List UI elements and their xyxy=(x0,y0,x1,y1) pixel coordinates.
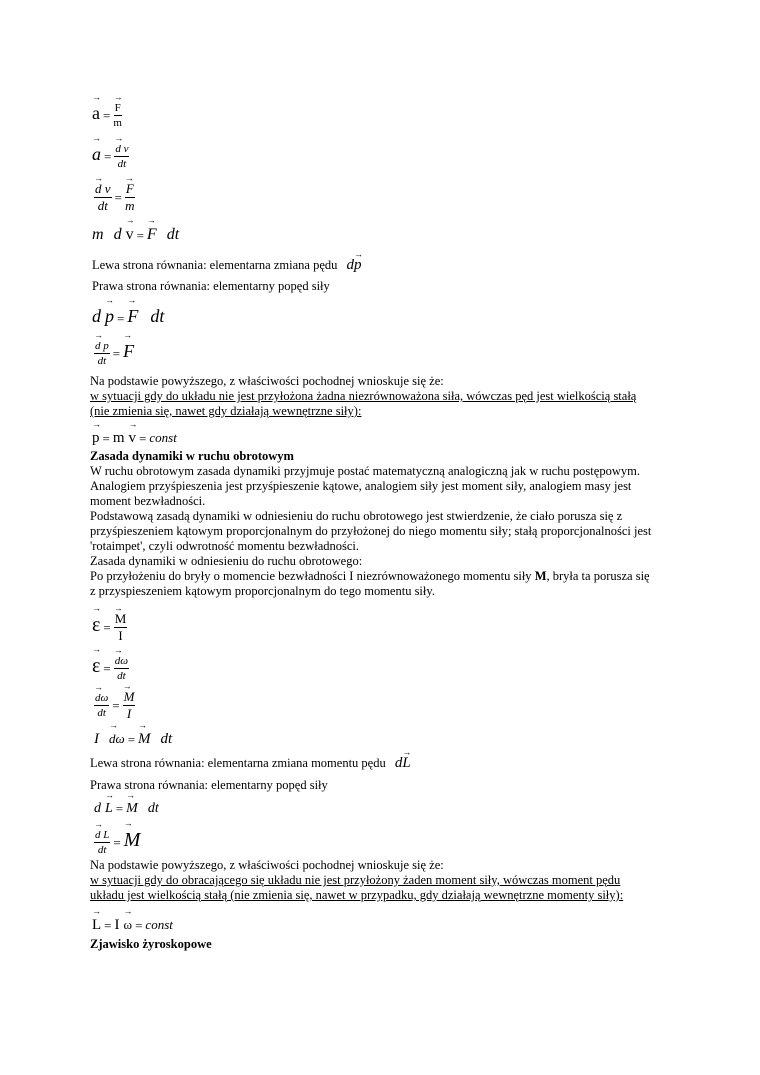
equals-sign: = xyxy=(135,917,143,933)
symbol-F: → F xyxy=(123,342,134,360)
text-left-side-angular-momentum xyxy=(90,756,411,771)
equals-sign: = xyxy=(103,108,111,123)
equals-sign: = xyxy=(103,661,111,676)
text-label: Lewa strona równania: elementarna zmiana momentu pędu xyxy=(90,756,386,770)
equation-i-domega-equals-m-dt xyxy=(94,731,172,747)
equation-dl-equals-m-dt xyxy=(94,800,159,816)
numerator-dv: → d v xyxy=(114,143,129,157)
equals-sign: = xyxy=(112,698,120,713)
text-right-side-impulse: Prawa strona równania: elementarny popęd siły xyxy=(92,279,330,293)
denominator-I: I xyxy=(118,628,123,643)
equals-sign: = xyxy=(113,835,121,850)
equation-dl-dt-equals-m xyxy=(94,829,140,856)
paragraph-line: przyśpieszeniem kątowym proporcjonalnym do przyłożonej do niego momentu siły; stałą proporcjonalności jest xyxy=(90,524,652,538)
text-angular-momentum-conservation: w sytuacji gdy do obracającego się układu nie jest przyłożony żaden moment siły, wówczas moment pędu xyxy=(90,873,621,887)
symbol-d: d xyxy=(92,306,101,326)
symbol-dt: dt xyxy=(160,731,173,747)
symbol-dt: dt xyxy=(147,801,159,816)
text-const: const xyxy=(149,430,177,445)
symbol-L: → L xyxy=(92,918,101,933)
numerator-F: → F xyxy=(114,102,122,116)
text-momentum-conservation: w sytuacji gdy do układu nie jest przyłożona żadna niezrównoważona siła, wówczas pęd jest wielkością stałą xyxy=(90,389,637,403)
symbol-p: → p xyxy=(105,307,114,325)
denominator-dt: dt xyxy=(117,670,126,682)
text-conclusion-intro: Na podstawie powyższego, z właściwości pochodnej wnioskuje się że: xyxy=(90,858,444,872)
numerator-dp: → d p xyxy=(94,340,110,354)
heading-rotational-dynamics: Zasada dynamiki w ruchu obrotowym xyxy=(90,449,294,463)
numerator-domega: → dω xyxy=(94,692,109,706)
denominator-dt: dt xyxy=(117,158,127,170)
symbol-epsilon: → ε xyxy=(92,615,100,635)
paragraph-line: 'rotaimpet', czyli odwrotność momentu bezwładności. xyxy=(90,539,360,553)
equation-domega-dt-equals-m-i xyxy=(94,690,135,721)
text-conclusion-intro: Na podstawie powyższego, z właściwości pochodnej wnioskuje się że: xyxy=(90,374,444,388)
equals-sign: = xyxy=(115,800,124,816)
equation-acceleration-force xyxy=(92,102,122,129)
symbol-p: → p xyxy=(354,258,362,273)
denominator-dt: dt xyxy=(97,707,106,719)
symbol-omega: → ω xyxy=(124,918,133,931)
symbol-F: → F xyxy=(147,227,157,243)
text-label: Lewa strona równania: elementarna zmiana pędu xyxy=(92,258,338,272)
denominator-m: m xyxy=(125,198,135,213)
symbol-epsilon: → ε xyxy=(92,656,100,676)
paragraph-line: moment bezwładności. xyxy=(90,494,206,508)
symbol-a: → a xyxy=(92,145,101,163)
equals-sign: = xyxy=(103,620,111,635)
numerator-dv: → d v xyxy=(94,182,112,198)
heading-gyroscopic-effect: Zjawisko żyroskopowe xyxy=(90,937,212,951)
text-right-side-impulse: Prawa strona równania: elementarny popęd siły xyxy=(90,778,328,792)
symbol-M: → M xyxy=(138,732,151,747)
symbol-F: → F xyxy=(127,307,138,325)
equation-m-dv-equals-f-dt xyxy=(92,227,179,243)
equation-l-equals-i-omega-const xyxy=(92,917,173,933)
denominator-dt: dt xyxy=(97,198,108,213)
text-segment: Po przyłożeniu do bryły o momencie bezwładności I niezrównoważonego momentu siły xyxy=(90,569,535,583)
symbol-d: d xyxy=(94,801,101,816)
text-segment: , bryła ta porusza się xyxy=(546,569,650,583)
symbol-M: → M xyxy=(124,830,141,850)
equation-epsilon-equals-domega-dt xyxy=(92,655,129,682)
equals-sign: = xyxy=(114,190,122,205)
text-const: const xyxy=(145,917,173,932)
equation-dp-equals-f-dt xyxy=(92,307,164,326)
text-left-side-momentum xyxy=(92,258,362,273)
paragraph-line: W ruchu obrotowym zasada dynamiki przyjmuje postać matematyczną analogiczną jak w ruchu postępowym. xyxy=(90,464,640,478)
symbol-M: → M xyxy=(126,802,138,816)
symbol-d: d xyxy=(113,226,122,243)
symbol-v: → v xyxy=(129,431,137,446)
symbol-m: m xyxy=(112,430,125,446)
equals-sign: = xyxy=(104,149,112,164)
equation-p-equals-mv-const xyxy=(92,430,177,446)
numerator-M: → M xyxy=(123,690,136,706)
symbol-I: I xyxy=(94,731,99,747)
equals-sign: = xyxy=(102,430,110,446)
numerator-domega: → dω xyxy=(114,655,129,669)
text-momentum-conservation-cont: (nie zmienia się, nawet gdy działają wewnętrzne siły): xyxy=(90,404,362,418)
symbol-a: → a xyxy=(92,104,100,122)
equation-dv-dt-equals-f-m xyxy=(94,182,135,213)
denominator-m: m xyxy=(113,117,122,129)
paragraph-line xyxy=(90,569,650,584)
equation-epsilon-equals-m-i xyxy=(92,612,127,643)
symbol-p: → p xyxy=(92,431,100,446)
equals-sign: = xyxy=(136,227,144,243)
symbol-I: I xyxy=(114,917,120,933)
equals-sign: = xyxy=(104,917,112,933)
symbol-domega: → dω xyxy=(109,732,125,745)
symbol-d: d xyxy=(394,755,403,771)
paragraph-line: Analogiem przyśpieszenia jest przyśpieszenie kątowe, analogiem siły jest moment siły, analogiem masy jest xyxy=(90,479,632,493)
symbol-dt: dt xyxy=(150,306,165,326)
symbol-L: → L xyxy=(402,756,410,771)
numerator-F: → F xyxy=(125,182,135,198)
equals-sign: = xyxy=(139,430,147,446)
equation-dp-dt-equals-f xyxy=(94,340,134,367)
paragraph-line: Zasada dynamiki w odniesieniu do ruchu obrotowego: xyxy=(90,554,363,568)
denominator-dt: dt xyxy=(97,844,107,856)
symbol-dt: dt xyxy=(166,226,180,243)
denominator-dt: dt xyxy=(97,355,107,367)
equals-sign: = xyxy=(117,310,125,326)
symbol-d: d xyxy=(346,257,354,273)
equals-sign: = xyxy=(127,731,136,747)
equals-sign: = xyxy=(112,346,121,361)
numerator-M: → M xyxy=(114,612,128,628)
paragraph-line: z przyspieszeniem kątowym proporcjonalnym do tego momentu siły. xyxy=(90,584,435,598)
text-angular-momentum-conservation-cont: układu jest wielkością stałą (nie zmienia się, nawet w przypadku, gdy działają wewnętrzne momenty siły): xyxy=(90,888,624,902)
paragraph-line: Podstawową zasadą dynamiki w odniesieniu do ruchu obrotowego jest stwierdzenie, że ciało porusza się z xyxy=(90,509,623,523)
numerator-dL: → d L xyxy=(94,829,110,843)
symbol-L: → L xyxy=(105,802,113,816)
text-bold-M: M xyxy=(534,569,547,583)
symbol-m: m xyxy=(92,226,104,243)
denominator-I: I xyxy=(126,706,132,721)
symbol-v: → v xyxy=(126,227,134,243)
equation-acceleration-derivative xyxy=(92,143,129,170)
